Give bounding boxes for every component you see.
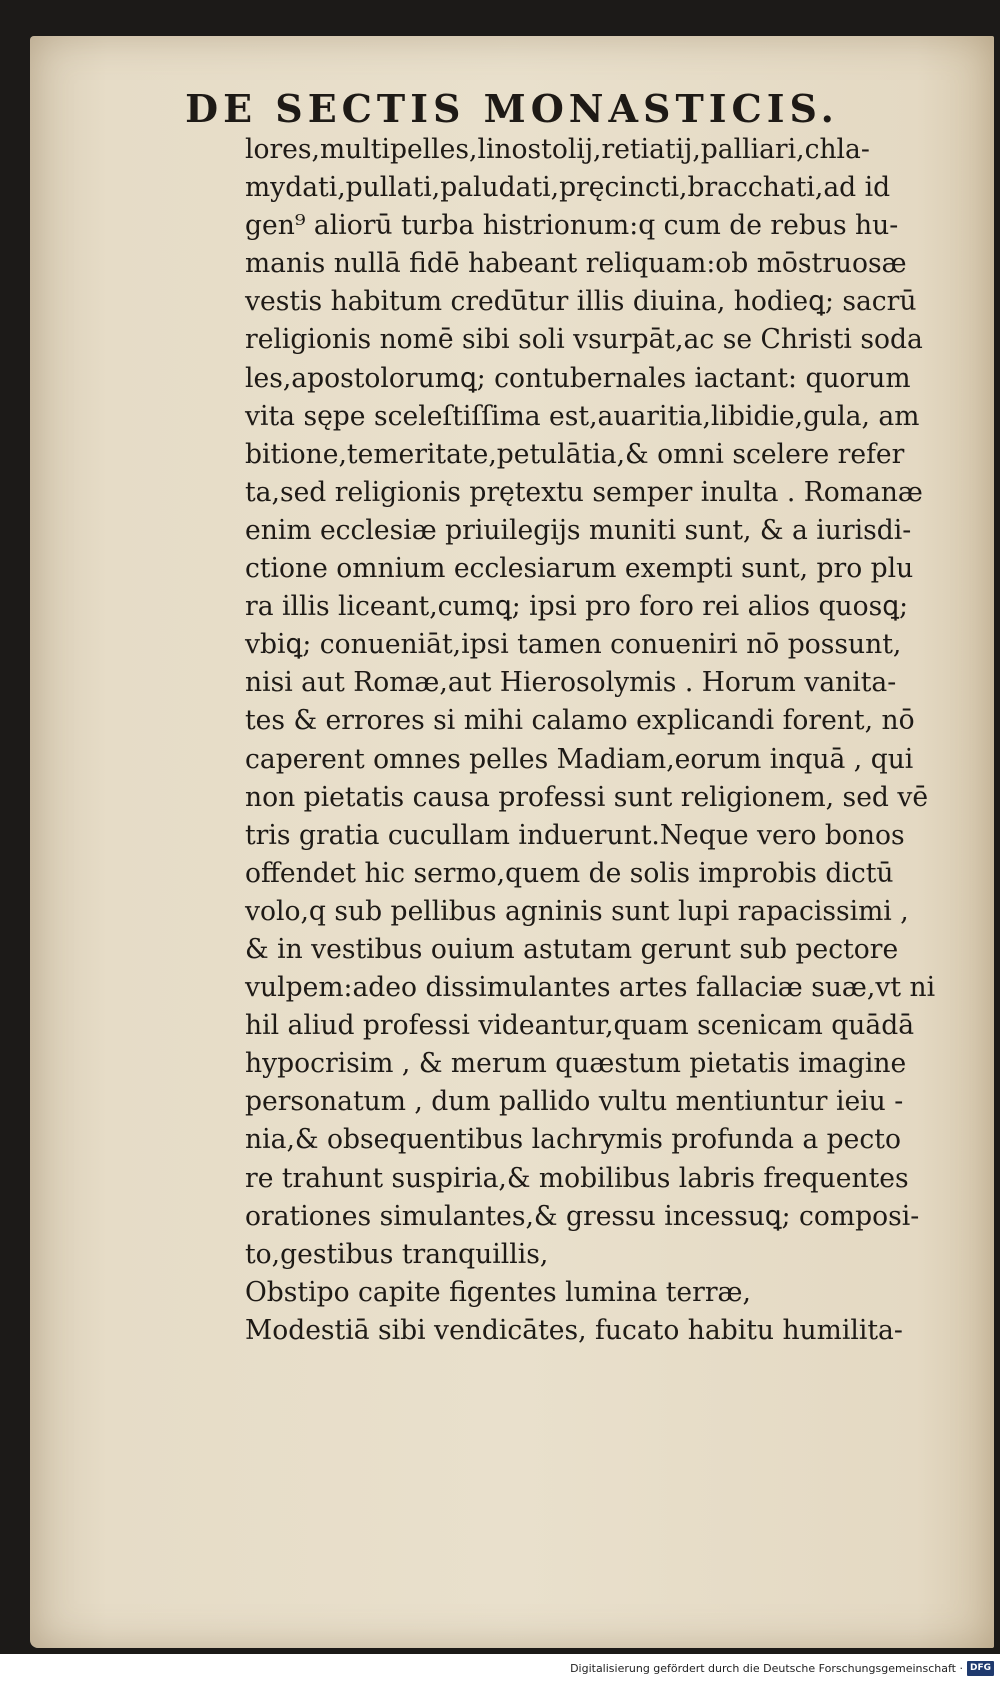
book-page: [30, 36, 994, 1648]
text-line: tes & errores si mihi calamo explicandi forent, nō: [245, 705, 915, 737]
text-line: mydati,pullati,paludati,pręcincti,bracchati,ad id: [245, 172, 891, 204]
text-line: tris gratia cucullam induerunt.Neque vero bonos: [245, 819, 905, 851]
text-line: orationes simulantes,& gressu incessuꝗ; composi-: [245, 1200, 920, 1232]
text-line: & in vestibus ouium astutam gerunt sub pectore: [245, 933, 899, 965]
text-line: nisi aut Romæ,aut Hierosolymis . Horum vanita-: [245, 667, 897, 699]
page-body-text: [245, 131, 985, 1350]
text-line: Obstipo capite figentes lumina terræ,: [245, 1276, 751, 1308]
text-line: gen⁹ aliorū turba histrionum:q cum de rebus hu-: [245, 210, 899, 242]
dfg-logo: DFG: [967, 1661, 994, 1676]
digitization-footer: [570, 1659, 994, 1677]
text-line: nia,& obsequentibus lachrymis profunda a pecto: [245, 1124, 901, 1156]
text-line: vestis habitum credūtur illis diuina, hodieꝗ; sacrū: [245, 286, 917, 318]
running-header: DE SECTIS MONASTICIS.: [185, 86, 839, 131]
text-line: vbiꝗ; conueniāt,ipsi tamen conueniri nō possunt,: [245, 629, 902, 661]
text-line: enim ecclesiæ priuilegijs muniti sunt, & a iurisdi-: [245, 514, 912, 546]
text-line: re trahunt suspiria,& mobilibus labris frequentes: [245, 1162, 909, 1194]
funding-credit: Digitalisierung gefördert durch die Deutsche Forschungsgemeinschaft ·: [570, 1661, 963, 1675]
text-line: vulpem:adeo dissimulantes artes fallaciæ suæ,vt ni: [245, 972, 936, 1004]
text-line: les,apostolorumꝗ; contubernales iactant: quorum: [245, 362, 911, 394]
text-line: caperent omnes pelles Madiam,eorum inquā , qui: [245, 743, 914, 775]
text-line: vita sępe sceleſtiſſima est,auaritia,libidie,gula, am: [245, 400, 920, 432]
text-line: non pietatis causa professi sunt religionem, sed vē: [245, 781, 929, 813]
text-line: hil aliud professi videantur,quam scenicam quādā: [245, 1010, 915, 1042]
text-line: ra illis liceant,cumꝗ; ipsi pro foro rei alios quosꝗ;: [245, 591, 909, 623]
text-line: hypocrisim , & merum quæstum pietatis imagine: [245, 1048, 907, 1080]
text-line: manis nullā fidē habeant reliquam:ob mōstruosæ: [245, 248, 907, 280]
text-line: ta,sed religionis prętextu semper inulta . Romanæ: [245, 476, 923, 508]
text-line: Modestiā sibi vendicātes, fucato habitu humilita-: [245, 1314, 903, 1346]
text-line: bitione,temeritate,petulātia,& omni scelere refer: [245, 438, 905, 470]
text-line: volo,q sub pellibus agninis sunt lupi rapacissimi ,: [245, 895, 909, 927]
text-line: lores,multipelles,linostolij,retiatij,palliari,chla-: [245, 134, 870, 165]
text-line: religionis nomē sibi soli vsurpāt,ac se Christi soda: [245, 324, 923, 356]
text-line: ctione omnium ecclesiarum exempti sunt, pro plu: [245, 553, 914, 585]
text-line: personatum , dum pallido vultu mentiuntur ieiu -: [245, 1086, 904, 1118]
text-line: offendet hic sermo,quem de solis improbis dictū: [245, 857, 894, 889]
text-line: to,gestibus tranquillis,: [245, 1238, 549, 1270]
